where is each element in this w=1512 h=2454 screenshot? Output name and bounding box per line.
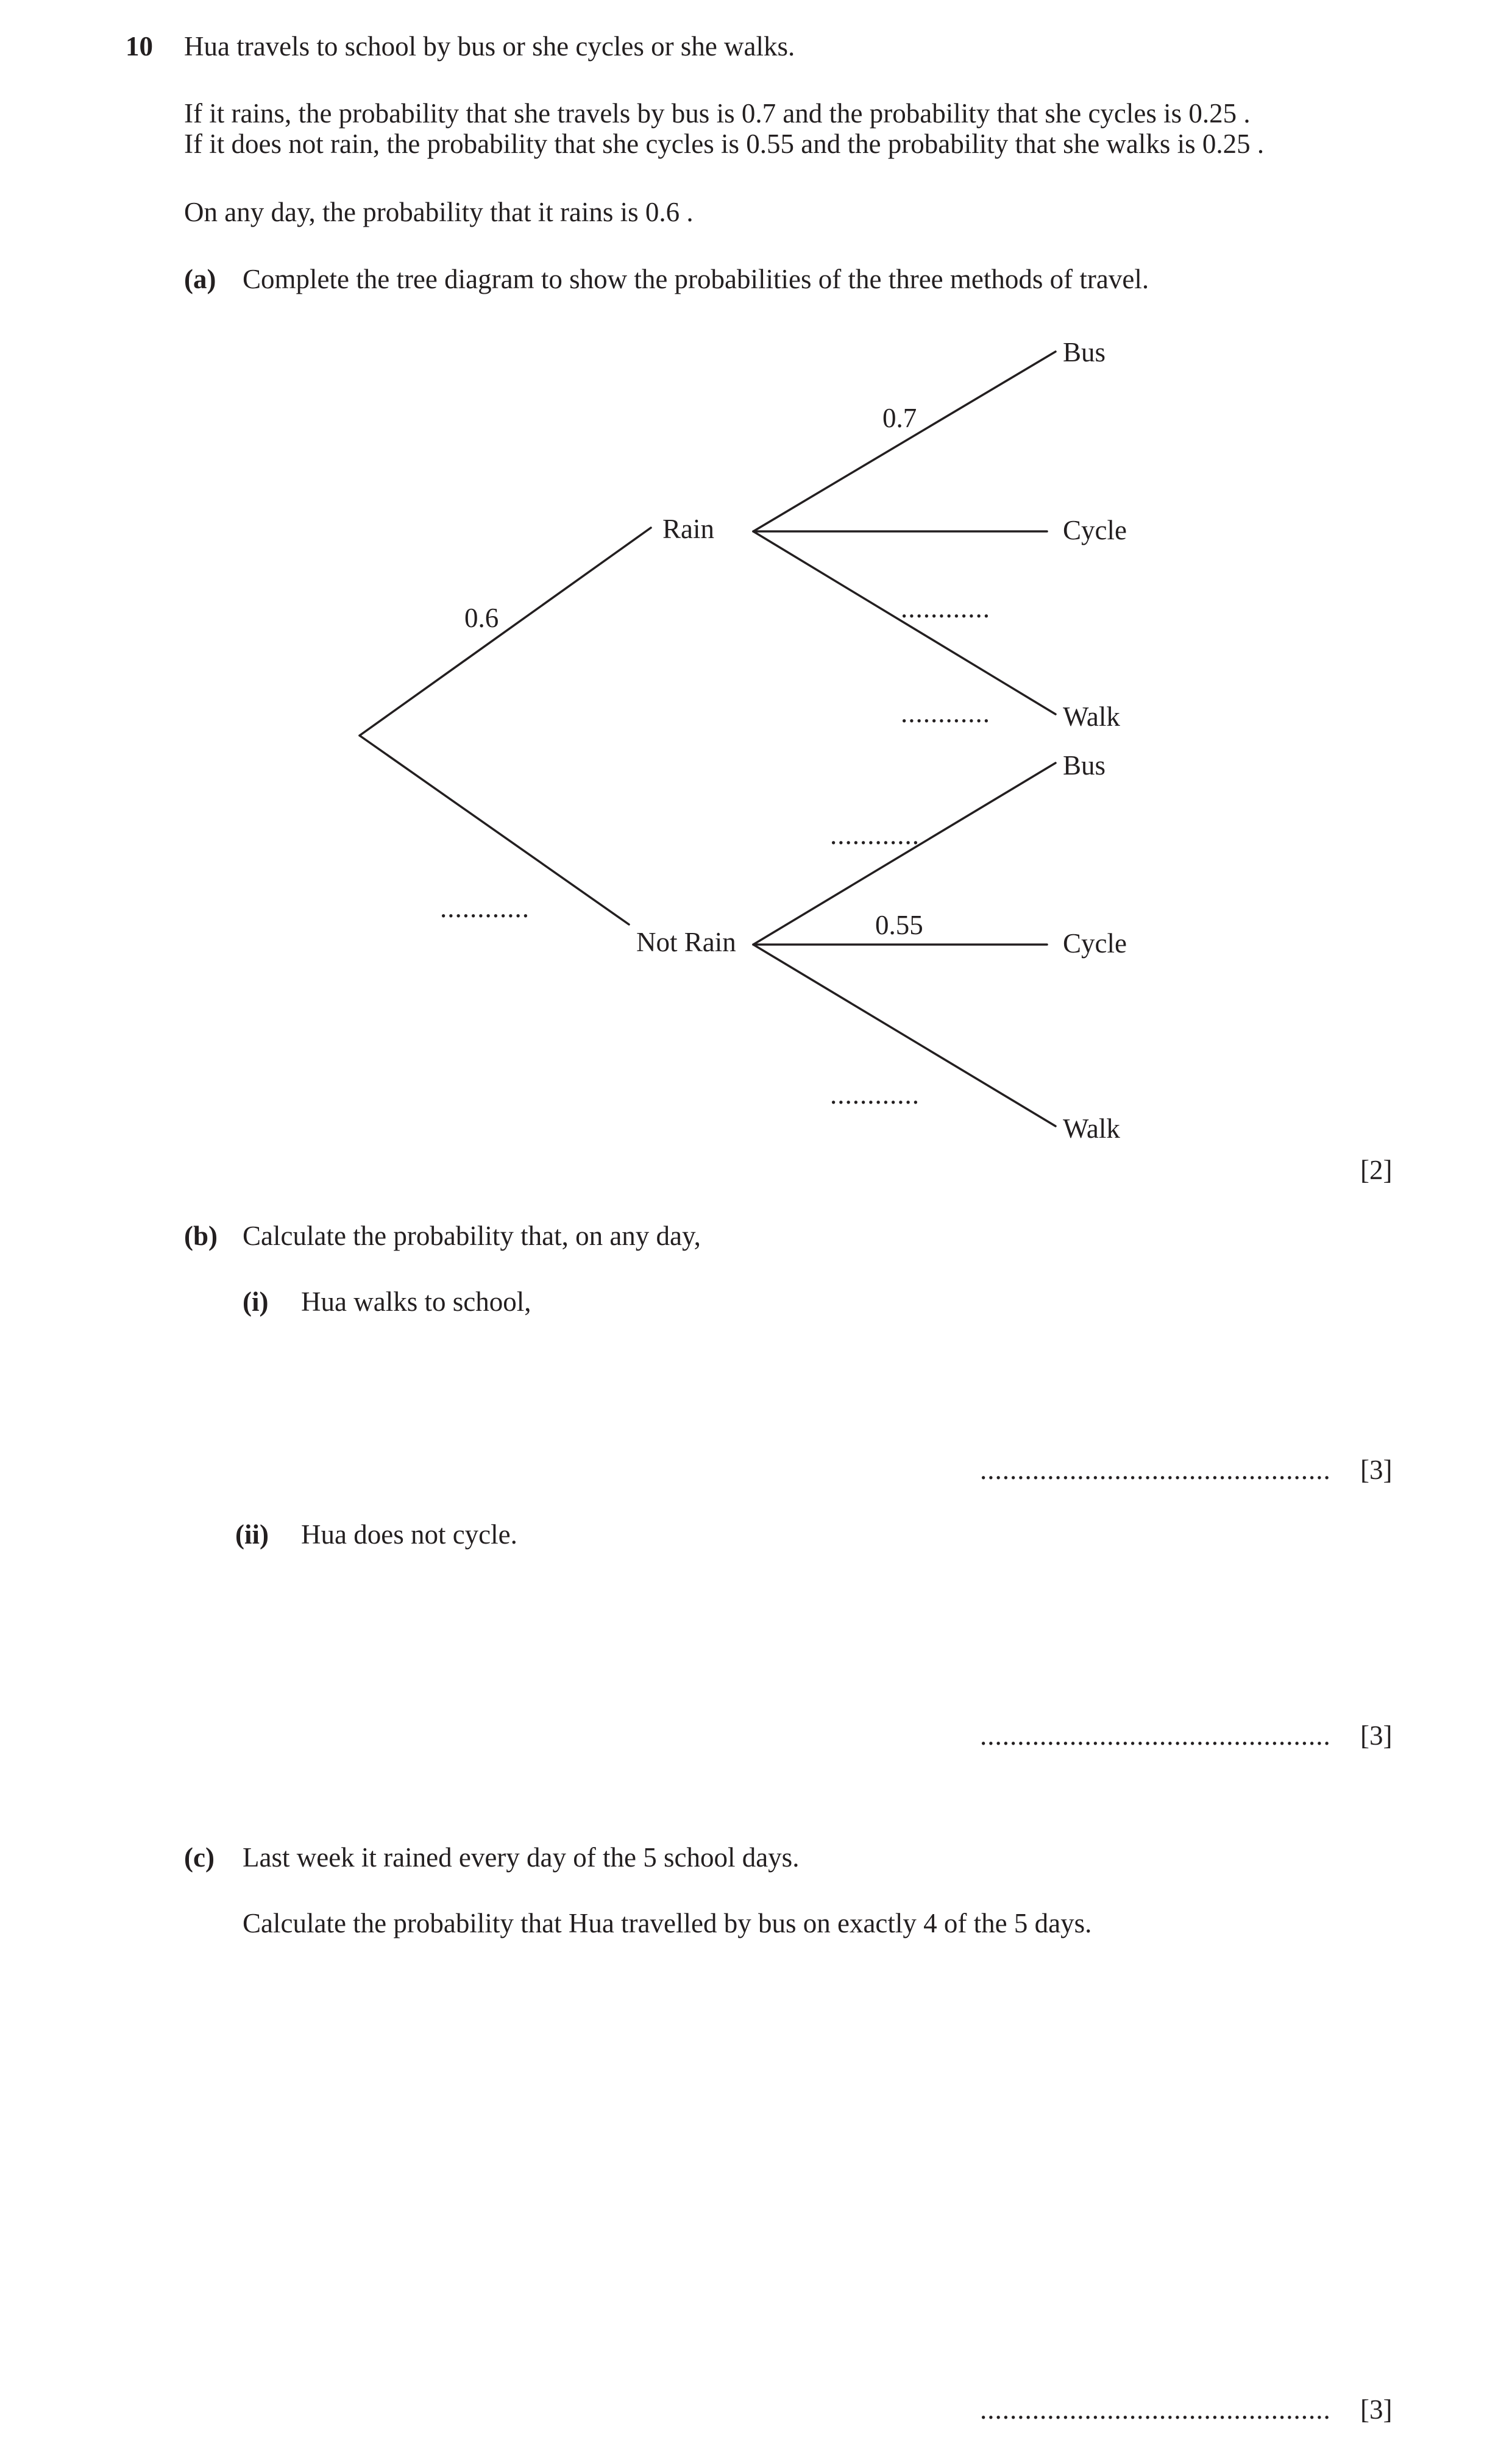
part-c-answer-line[interactable]: ............................................... <box>980 2394 1331 2425</box>
p-notrain-cycle-label: 0.55 <box>875 910 923 940</box>
notrain-walk-label: Walk <box>1063 1113 1120 1144</box>
part-c-label: (c) <box>184 1842 215 1873</box>
branch-rain-bus <box>753 352 1056 531</box>
rain-probability-info: On any day, the probability that it rains is 0.6 . <box>184 197 694 227</box>
part-b-ii-marks: [3] <box>1360 1720 1393 1751</box>
part-b-text: Calculate the probability that, on any day, <box>243 1221 701 1251</box>
p-rain-label: 0.6 <box>464 603 499 633</box>
part-b-label: (b) <box>184 1221 218 1251</box>
p-rain-cycle-blank: ............ <box>901 593 990 623</box>
part-b-i-text: Hua walks to school, <box>301 1286 531 1317</box>
question-intro: Hua travels to school by bus or she cycles or she walks. <box>184 31 795 62</box>
tree-diagram <box>0 0 1512 1219</box>
part-c-marks: [3] <box>1360 2394 1393 2425</box>
question-number: 10 <box>126 31 153 62</box>
p-rain-walk-blank: ............ <box>901 698 990 728</box>
not-rain-label: Not Rain <box>636 927 736 957</box>
part-b-i-label: (i) <box>243 1286 269 1317</box>
part-b-ii-answer-line[interactable]: ............................................... <box>980 1720 1331 1751</box>
p-not-rain-blank: ............ <box>440 893 530 923</box>
part-b-ii-label: (ii) <box>235 1519 269 1550</box>
part-a-label: (a) <box>184 264 216 294</box>
part-a-marks: [2] <box>1360 1155 1393 1185</box>
rain-label: Rain <box>662 514 714 544</box>
p-rain-bus-label: 0.7 <box>882 403 917 433</box>
notrain-cycle-label: Cycle <box>1063 928 1127 959</box>
no-rain-info: If it does not rain, the probability that she cycles is 0.55 and the probability that she walks is 0.25 . <box>184 129 1265 159</box>
part-b-i-marks: [3] <box>1360 1455 1393 1485</box>
part-a-text: Complete the tree diagram to show the probabilities of the three methods of travel. <box>243 264 1149 294</box>
rain-bus-label: Bus <box>1063 337 1106 367</box>
branch-rain <box>360 528 651 736</box>
part-c-text-1: Last week it rained every day of the 5 school days. <box>243 1842 800 1873</box>
notrain-bus-label: Bus <box>1063 750 1106 781</box>
part-c-text-2: Calculate the probability that Hua travelled by bus on exactly 4 of the 5 days. <box>243 1908 1092 1938</box>
part-b-i-answer-line[interactable]: ............................................... <box>980 1455 1331 1485</box>
p-notrain-bus-blank: ............ <box>830 820 920 850</box>
rain-walk-label: Walk <box>1063 701 1120 732</box>
p-notrain-walk-blank: ............ <box>830 1079 920 1110</box>
rain-info: If it rains, the probability that she travels by bus is 0.7 and the probability that she cycles is 0.25 . <box>184 98 1251 129</box>
part-b-ii-text: Hua does not cycle. <box>301 1519 517 1550</box>
rain-cycle-label: Cycle <box>1063 515 1127 545</box>
